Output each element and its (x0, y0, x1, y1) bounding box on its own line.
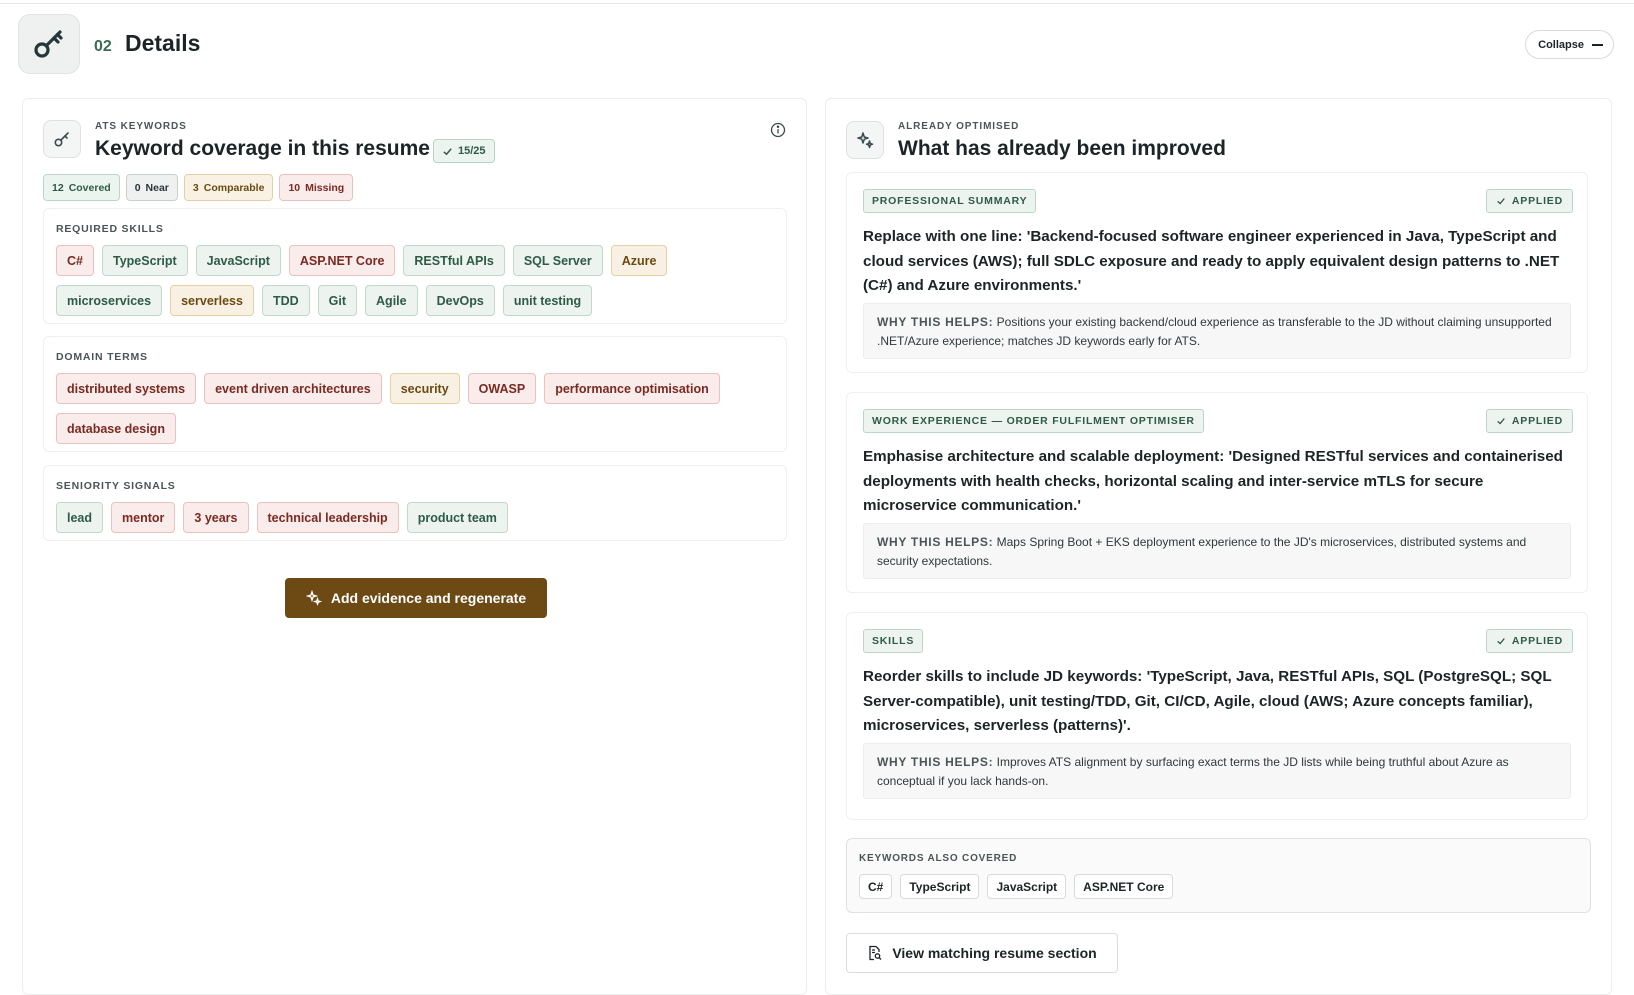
ats-keywords-panel (22, 98, 807, 995)
keyword-chip-missing: event driven architectures (204, 373, 382, 404)
view-label: View matching resume section (892, 945, 1097, 961)
section-header (18, 14, 1616, 76)
info-icon[interactable] (770, 122, 786, 138)
collapse-label: Collapse (1538, 38, 1584, 51)
keyword-chip-covered: TDD (262, 285, 310, 316)
keyword-chip-covered: microservices (56, 285, 162, 316)
key-icon (18, 14, 80, 74)
why-this-helps: WHY THIS HELPS: Maps Spring Boot + EKS deployment experience to the JD's microservices, distributed systems and security expectations. (863, 523, 1571, 579)
required-skills-group (43, 208, 787, 324)
keyword-chip-missing: database design (56, 413, 176, 444)
keyword-chip-comparable: security (390, 373, 460, 404)
applied-badge: APPLIED (1486, 189, 1573, 213)
score-badge (433, 139, 495, 163)
group-label: SENIORITY SIGNALS (56, 480, 176, 492)
applied-badge: APPLIED (1486, 409, 1573, 433)
count-missing: 10 Missing (279, 174, 353, 201)
already-optimised-panel (825, 98, 1612, 995)
coverage-counts (43, 174, 353, 201)
add-evidence-regenerate-button[interactable] (285, 578, 547, 618)
chip-list (56, 502, 774, 533)
keyword-chip-missing: OWASP (468, 373, 537, 404)
keyword-chip-missing: performance optimisation (544, 373, 720, 404)
keyword-chip-covered: Git (318, 285, 357, 316)
keyword-chip: C# (859, 874, 892, 899)
keyword-chip-covered: product team (407, 502, 508, 533)
chip-list (56, 373, 774, 444)
score-value: 15/25 (458, 145, 486, 157)
keyword-chip-missing: mentor (111, 502, 175, 533)
check-icon (1496, 636, 1506, 646)
document-search-icon (867, 945, 882, 961)
sparkle-icon (306, 590, 322, 606)
applied-badge: APPLIED (1486, 629, 1573, 653)
minus-icon (1592, 44, 1603, 46)
keyword-chip-missing: 3 years (183, 502, 248, 533)
keyword-chip-missing: ASP.NET Core (289, 245, 396, 276)
also-label: KEYWORDS ALSO COVERED (859, 853, 1018, 864)
group-label: DOMAIN TERMS (56, 351, 148, 363)
keyword-chip-covered: SQL Server (513, 245, 603, 276)
ats-eyebrow: ATS KEYWORDS (95, 121, 187, 132)
section-tag: PROFESSIONAL SUMMARY (863, 189, 1036, 213)
improvement-card (846, 172, 1588, 373)
check-icon (442, 146, 453, 157)
keyword-chip-covered: DevOps (426, 285, 495, 316)
section-title: Details (125, 30, 201, 56)
keyword-chip-missing: technical leadership (257, 502, 399, 533)
optimised-eyebrow: ALREADY OPTIMISED (898, 121, 1020, 132)
collapse-button[interactable] (1525, 30, 1614, 59)
keyword-chip-covered: Agile (365, 285, 418, 316)
keyword-chip-missing: distributed systems (56, 373, 196, 404)
keyword-chip-comparable: serverless (170, 285, 254, 316)
domain-terms-group (43, 336, 787, 452)
also-chip-list (859, 874, 1578, 899)
improvement-text: Replace with one line: 'Backend-focused software engineer experienced in Java, TypeScript and cloud services (AWS); full SDLC exposure and ready to apply equivalent design patterns to .NET (C#) and Azure environments.' (863, 228, 1560, 294)
optimised-title: What has already been improved (898, 137, 1226, 160)
section-tag: SKILLS (863, 629, 923, 653)
section-tag: WORK EXPERIENCE — ORDER FULFILMENT OPTIMISER (863, 409, 1204, 433)
group-label: REQUIRED SKILLS (56, 223, 164, 235)
keyword-chip-missing: C# (56, 245, 94, 276)
count-comparable: 3 Comparable (184, 174, 274, 201)
key-small-icon (43, 120, 81, 158)
check-icon (1496, 196, 1506, 206)
count-covered: 12 Covered (43, 174, 120, 201)
top-divider (0, 0, 1634, 4)
chip-list (56, 245, 774, 316)
why-this-helps: WHY THIS HELPS: Improves ATS alignment by surfacing exact terms the JD lists while being truthful about Azure as conceptual if you lack hands-on. (863, 743, 1571, 799)
keyword-chip-comparable: Azure (611, 245, 668, 276)
keyword-chip: TypeScript (900, 874, 979, 899)
keyword-chip-covered: unit testing (503, 285, 592, 316)
sparkle-icon (846, 121, 884, 159)
why-this-helps: WHY THIS HELPS: Positions your existing backend/cloud experience as transferable to the JD without claiming unsupported .NET/Azure experience; matches JD keywords early for ATS. (863, 303, 1571, 359)
keyword-chip-covered: lead (56, 502, 103, 533)
section-number: 02 (94, 38, 112, 55)
regenerate-label: Add evidence and regenerate (330, 590, 527, 606)
seniority-signals-group (43, 465, 787, 541)
improvement-text: Emphasise architecture and scalable deployment: 'Designed RESTful services and containerised deployments with health checks, horizontal scaling and inter-service mTLS for secure microservice communication.' (863, 448, 1563, 514)
improvement-card (846, 392, 1588, 593)
view-matching-resume-section-button[interactable] (846, 933, 1118, 973)
keyword-chip-covered: JavaScript (196, 245, 281, 276)
improvement-text: Reorder skills to include JD keywords: 'TypeScript, Java, RESTful APIs, SQL (PostgreSQL; SQL Server-compatible), unit testing/TDD, Git, CI/CD, Agile, cloud (AWS; Azure concepts familiar), microservices, serverless (patterns)'. (863, 668, 1552, 734)
keyword-chip-covered: RESTful APIs (403, 245, 504, 276)
keywords-also-covered (846, 838, 1591, 913)
keyword-chip: ASP.NET Core (1074, 874, 1173, 899)
keyword-chip-covered: TypeScript (102, 245, 188, 276)
improvement-card (846, 612, 1588, 820)
ats-title: Keyword coverage in this resume (95, 137, 430, 160)
check-icon (1496, 416, 1506, 426)
keyword-chip: JavaScript (987, 874, 1066, 899)
count-near: 0 Near (126, 174, 178, 201)
